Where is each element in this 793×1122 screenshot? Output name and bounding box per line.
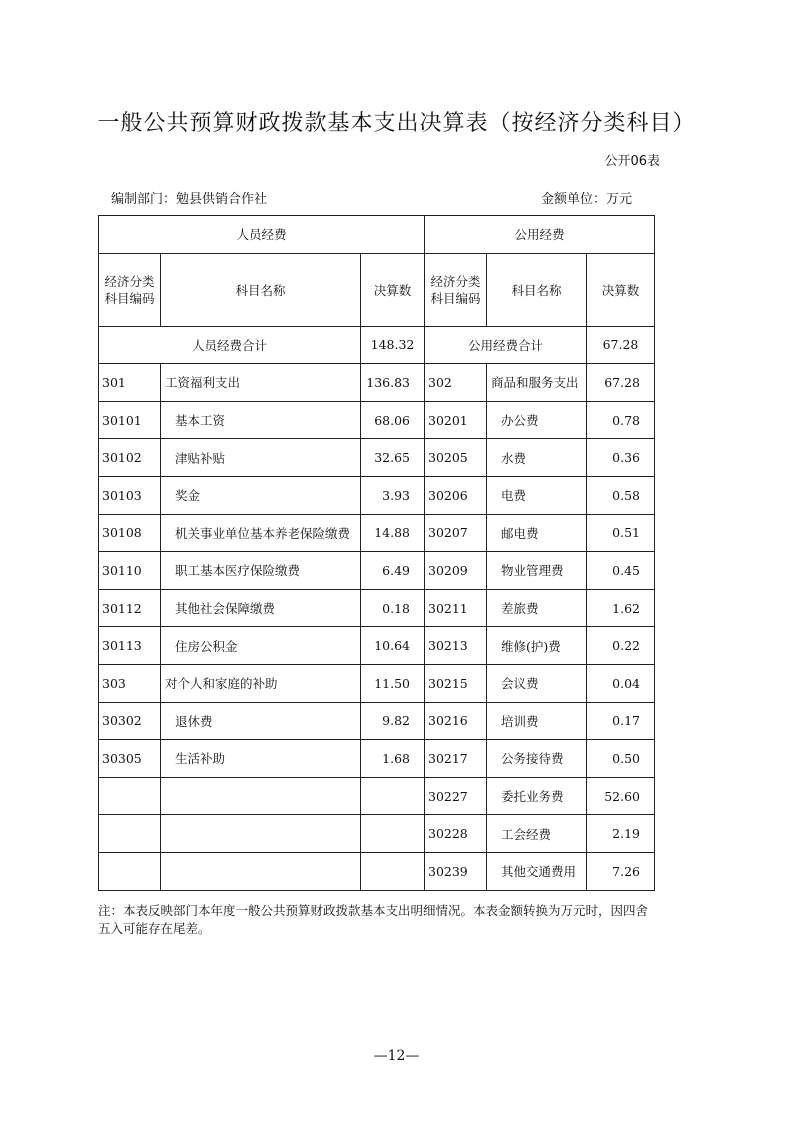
left-name-cell: 奖金 [161,476,361,514]
table-row [99,627,655,665]
right-code-cell: 30211 [425,589,487,627]
right-code-cell: 30206 [425,476,487,514]
left-name-header: 科目名称 [161,253,361,326]
totals-row [99,326,655,364]
left-name-cell: 对个人和家庭的补助 [161,664,361,702]
personnel-header: 人员经费 [99,216,425,254]
personnel-total-label: 人员经费合计 [99,326,361,364]
left-code-cell: 30102 [99,439,161,477]
right-name-cell: 其他交通费用 [487,852,587,890]
left-name-cell: 生活补助 [161,740,361,778]
public-total-label: 公用经费合计 [425,326,587,364]
right-amount-cell: 0.51 [587,514,655,552]
right-code-cell: 302 [425,364,487,402]
left-name-cell [161,815,361,853]
right-amount-header: 决算数 [587,253,655,326]
left-code-cell: 30110 [99,552,161,590]
left-name-cell: 住房公积金 [161,627,361,665]
right-name-cell: 工会经费 [487,815,587,853]
table-row [99,514,655,552]
left-amount-cell: 6.49 [361,552,425,590]
left-code-cell: 30305 [99,740,161,778]
left-code-cell: 30113 [99,627,161,665]
right-name-cell: 委托业务费 [487,777,587,815]
right-amount-cell: 0.36 [587,439,655,477]
right-name-cell: 公务接待费 [487,740,587,778]
left-name-cell: 基本工资 [161,401,361,439]
left-code-cell [99,852,161,890]
left-amount-cell: 32.65 [361,439,425,477]
right-amount-cell: 0.04 [587,664,655,702]
left-code-cell: 303 [99,664,161,702]
right-amount-cell: 0.50 [587,740,655,778]
right-amount-cell: 0.58 [587,476,655,514]
right-name-cell: 电费 [487,476,587,514]
left-code-cell: 30112 [99,589,161,627]
right-code-cell: 30217 [425,740,487,778]
left-amount-cell: 11.50 [361,664,425,702]
left-code-cell [99,777,161,815]
right-amount-cell: 0.17 [587,702,655,740]
left-code-cell: 301 [99,364,161,402]
left-amount-cell: 10.64 [361,627,425,665]
right-amount-cell: 0.22 [587,627,655,665]
left-amount-cell [361,815,425,853]
right-code-cell: 30213 [425,627,487,665]
group-header-row [99,216,655,254]
footnote: 注：本表反映部门本年度一般公共预算财政拨款基本支出明细情况。本表金额转换为万元时，因四舍五入可能存在尾差。 [98,903,649,936]
right-name-header: 科目名称 [487,253,587,326]
right-name-cell: 商品和服务支出 [487,364,587,402]
left-amount-cell: 136.83 [361,364,425,402]
left-code-cell: 30302 [99,702,161,740]
table-row [99,702,655,740]
right-amount-cell: 52.60 [587,777,655,815]
left-name-cell: 工资福利支出 [161,364,361,402]
left-amount-cell: 0.18 [361,589,425,627]
right-amount-cell: 1.62 [587,589,655,627]
right-code-cell: 30228 [425,815,487,853]
left-name-cell: 退休费 [161,702,361,740]
right-code-cell: 30205 [425,439,487,477]
table-row [99,552,655,590]
page-title: 一般公共预算财政拨款基本支出决算表（按经济分类科目） [97,111,696,136]
right-amount-cell: 0.78 [587,401,655,439]
right-code-cell: 30239 [425,852,487,890]
department-label: 编制部门：勉县供销合作社 [111,192,268,207]
table-row [99,852,655,890]
table-row [99,364,655,402]
left-amount-cell: 68.06 [361,401,425,439]
right-name-cell: 办公费 [487,401,587,439]
left-amount-cell: 14.88 [361,514,425,552]
right-name-cell: 维修(护)费 [487,627,587,665]
table-row [99,815,655,853]
form-number: 公开06表 [604,154,660,169]
left-code-cell [99,815,161,853]
table-row [99,589,655,627]
right-code-header: 经济分类科目编码 [425,253,487,326]
table-row [99,777,655,815]
right-code-cell: 30201 [425,401,487,439]
table-row [99,664,655,702]
left-amount-cell: 3.93 [361,476,425,514]
right-name-cell: 物业管理费 [487,552,587,590]
left-amount-cell [361,852,425,890]
right-code-cell: 30215 [425,664,487,702]
right-name-cell: 水费 [487,439,587,477]
right-name-cell: 会议费 [487,664,587,702]
left-code-header: 经济分类科目编码 [99,253,161,326]
left-name-cell [161,852,361,890]
table-row [99,476,655,514]
left-code-cell: 30103 [99,476,161,514]
page-number: —12— [373,1048,420,1064]
right-amount-cell: 7.26 [587,852,655,890]
right-code-cell: 30207 [425,514,487,552]
right-name-cell: 邮电费 [487,514,587,552]
table-row [99,439,655,477]
table-row [99,401,655,439]
expenditure-table [98,215,655,891]
amount-unit-label: 金额单位：万元 [540,192,632,207]
public-header: 公用经费 [425,216,655,254]
right-amount-cell: 0.45 [587,552,655,590]
left-name-cell: 职工基本医疗保险缴费 [161,552,361,590]
public-total-value: 67.28 [587,326,655,364]
table-row [99,740,655,778]
left-amount-cell [361,777,425,815]
left-amount-cell: 9.82 [361,702,425,740]
right-code-cell: 30209 [425,552,487,590]
left-name-cell: 其他社会保障缴费 [161,589,361,627]
left-name-cell: 机关事业单位基本养老保险缴费 [161,514,361,552]
right-amount-cell: 67.28 [587,364,655,402]
left-code-cell: 30108 [99,514,161,552]
left-amount-cell: 1.68 [361,740,425,778]
left-code-cell: 30101 [99,401,161,439]
right-name-cell: 培训费 [487,702,587,740]
personnel-total-value: 148.32 [361,326,425,364]
right-code-cell: 30227 [425,777,487,815]
column-header-row [99,253,655,326]
right-name-cell: 差旅费 [487,589,587,627]
left-name-cell [161,777,361,815]
left-amount-header: 决算数 [361,253,425,326]
right-amount-cell: 2.19 [587,815,655,853]
left-name-cell: 津贴补贴 [161,439,361,477]
right-code-cell: 30216 [425,702,487,740]
